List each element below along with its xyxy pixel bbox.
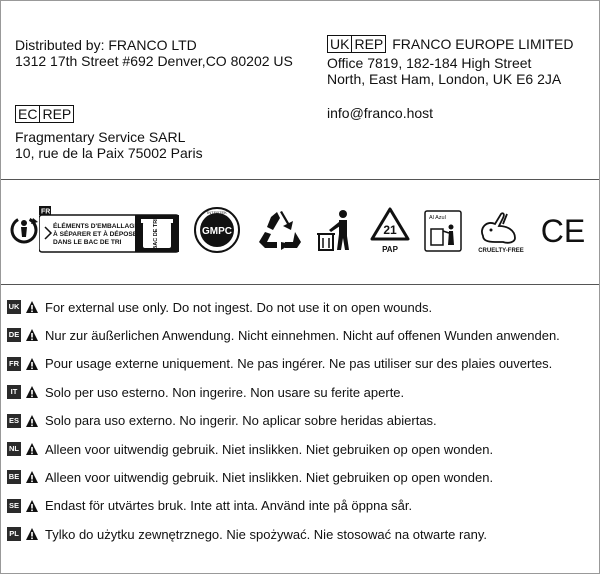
warning-text: Solo para uso externo. No ingerir. No aplicar sobre heridas abiertas. (45, 413, 437, 429)
pap-number: 21 (383, 223, 397, 237)
gmpc-text: GMPC (202, 226, 232, 237)
ec-rep-name: Fragmentary Service SARL (15, 129, 186, 146)
contact-email: info@franco.host (327, 105, 434, 121)
warning-icon (25, 357, 45, 371)
warning-row (7, 496, 412, 516)
warning-row (7, 382, 404, 402)
warning-row (7, 439, 493, 459)
country-code-badge: SE (7, 499, 21, 513)
cruelty-free-label: CRUELTY-FREE (478, 248, 524, 254)
warning-icon (25, 499, 45, 513)
warnings-section (1, 285, 599, 573)
ec-rep-badge-left: EC (16, 106, 40, 122)
bin-label: BAC DE TRI (153, 218, 159, 250)
warning-text: Alleen voor uitwendig gebruik. Niet inslikken. Niet gebruiken op open wonden. (45, 441, 494, 457)
warning-row (7, 354, 552, 374)
warning-row (7, 467, 493, 487)
ec-rep-address: 10, rue de la Paix 75002 Paris (15, 145, 203, 162)
recycle-icon (257, 204, 303, 256)
warning-icon (25, 414, 45, 428)
ec-rep-badge-right: REP (42, 106, 72, 122)
warning-icon (25, 385, 45, 399)
warning-icon (25, 527, 45, 541)
uk-rep-name: FRANCO EUROPE LIMITED (392, 36, 574, 52)
warning-icon (25, 442, 45, 456)
country-code-badge: PL (7, 527, 21, 541)
address-section (1, 1, 599, 179)
country-code-badge: FR (7, 357, 21, 371)
triman-icon (9, 204, 39, 256)
triman-line2: À SÉPARER ET À DÉPOSER (53, 231, 142, 238)
warning-text: For external use only. Do not ingest. Do not use it on open wounds. (45, 299, 433, 315)
warning-icon (25, 470, 45, 484)
uk-rep-badge-left: UK (328, 36, 352, 52)
triman-line3: DANS LE BAC DE TRI (53, 239, 122, 246)
gmpc-icon (193, 204, 241, 256)
pap-label: PAP (382, 245, 398, 254)
country-code-badge: IT (7, 385, 21, 399)
country-code-badge: NL (7, 442, 21, 456)
warning-text: Alleen voor uitwendig gebruik. Niet inslikken. Niet gebruiken op open wonden. (45, 469, 494, 485)
container-bin-icon (423, 204, 463, 256)
bin2-label: Al Azul (429, 215, 446, 221)
cruelty-free-icon (473, 204, 529, 256)
triman-line1: ÉLÉMENTS D'EMBALLAGE (53, 223, 139, 230)
triman-info-block (39, 204, 179, 256)
ec-rep-block (15, 105, 203, 161)
warning-icon (25, 328, 45, 342)
warning-row (7, 325, 560, 345)
warning-text: Nur zur äußerlichen Anwendung. Nicht einnehmen. Nicht auf offenen Wunden anwenden. (45, 327, 560, 343)
symbols-section (1, 179, 599, 285)
warning-row (7, 411, 437, 431)
triman-country: FR (41, 208, 51, 216)
country-code-badge: BE (7, 470, 21, 484)
ce-mark-icon (541, 204, 585, 256)
warning-icon (25, 300, 45, 314)
country-code-badge: DE (7, 328, 21, 342)
pap-21-icon (367, 204, 413, 256)
country-code-badge: UK (7, 300, 21, 314)
uk-rep-address-line2: North, East Ham, London, UK E6 2JA (327, 71, 562, 87)
gmpc-top-text: INTERTEK (207, 210, 227, 215)
warning-text: Pour usage externe uniquement. Ne pas ingérer. Ne pas utiliser sur des plaies ouvertes. (45, 356, 553, 372)
warning-text: Endast för utvärtes bruk. Inte att inta. Använd inte på öppna sår. (45, 498, 413, 514)
warning-text: Solo per uso esterno. Non ingerire. Non usare su ferite aperte. (45, 384, 405, 400)
tidyman-icon (315, 204, 355, 256)
country-code-badge: ES (7, 414, 21, 428)
uk-rep-address-line1: Office 7819, 182-184 High Street (327, 55, 532, 71)
uk-rep-badge-right: REP (354, 36, 384, 52)
warning-row (7, 297, 432, 317)
ce-mark: CE (541, 213, 585, 248)
uk-rep-block (327, 35, 574, 121)
warning-text: Tylko do użytku zewnętrznego. Nie spożywać. Nie stosować na otwarte rany. (45, 526, 487, 542)
uk-rep-badge (327, 35, 386, 53)
distributor-block (15, 37, 293, 69)
warning-row (7, 524, 487, 544)
distributor-name: Distributed by: FRANCO LTD (15, 37, 197, 53)
ec-rep-badge (15, 105, 74, 123)
distributor-address: 1312 17th Street #692 Denver,CO 80202 US (15, 53, 293, 69)
